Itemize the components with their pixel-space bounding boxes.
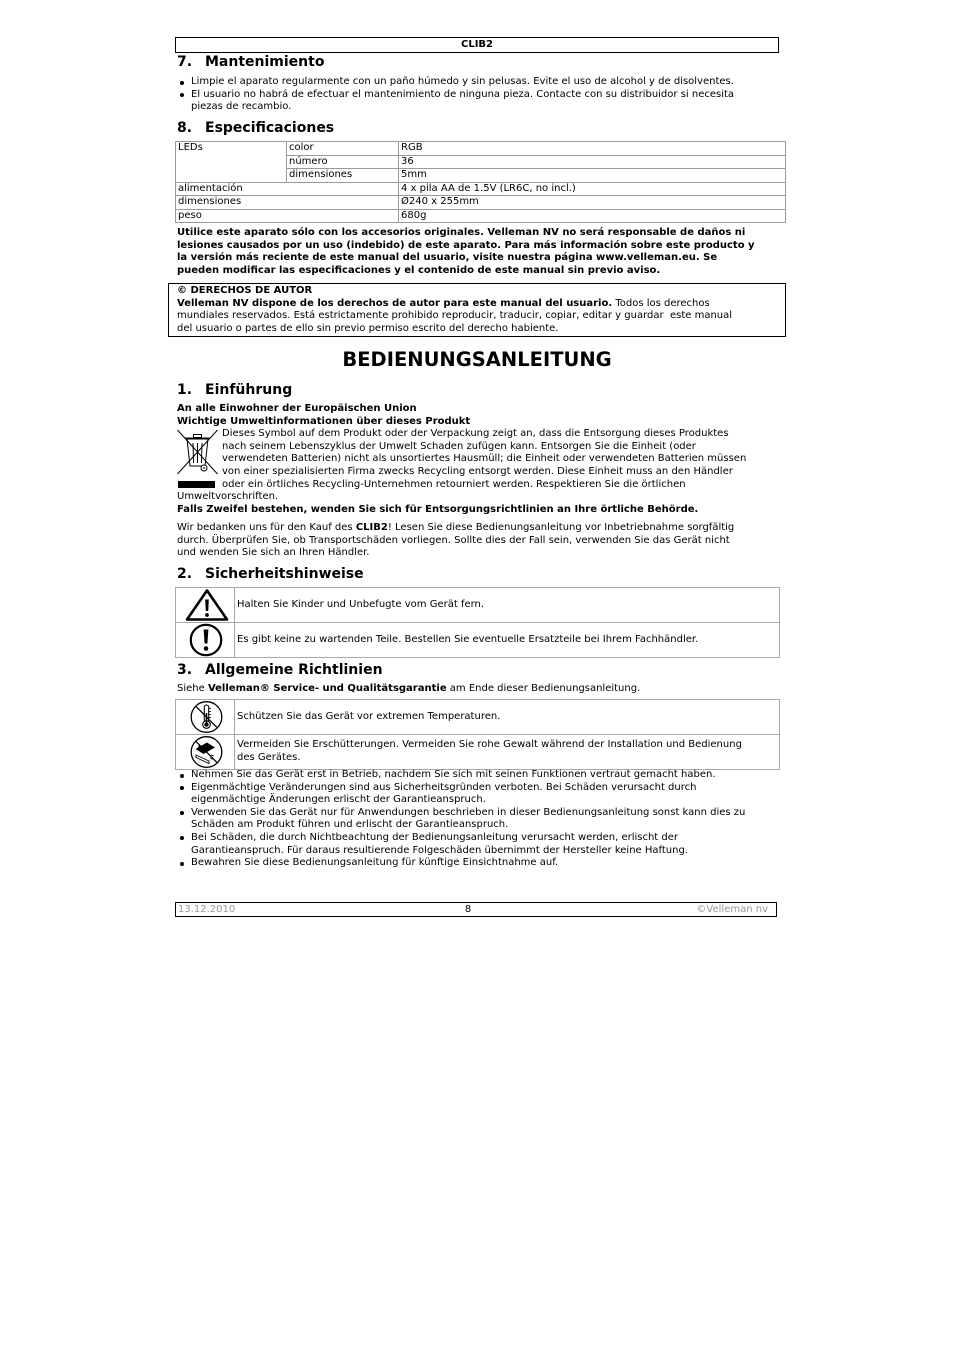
warranty-suffix: am Ende dieser Bedienungsanleitung. xyxy=(446,683,641,694)
list-item xyxy=(177,89,777,114)
spec-value: 680g xyxy=(399,209,786,223)
icon-cell xyxy=(176,588,235,623)
weee-line: von einer spezialisierten Firma zwecks Recycling entsorgt werden. Diese Einheit muss an den Händler xyxy=(222,465,733,477)
section-number: 8. xyxy=(177,119,193,136)
spec-label: dimensiones xyxy=(176,196,399,210)
weee-line: oder ein örtliches Recycling-Unternehmen retourniert werden. Respektieren Sie die örtlichen xyxy=(222,478,686,490)
specifications-table xyxy=(175,141,786,223)
section-number: 7. xyxy=(177,54,193,70)
section-number: 1. xyxy=(177,381,193,398)
list-item xyxy=(177,807,777,832)
no-extreme-temperature-icon xyxy=(176,700,235,734)
safety-text-line: Es gibt keine zu wartenden Teile. Bestellen Sie eventuelle Ersatzteile bei Ihrem Fachhändler. xyxy=(237,633,699,645)
avoid-shocks-icon xyxy=(176,735,235,769)
spec-sublabel: dimensiones xyxy=(287,169,399,183)
list-item-line: Bewahren Sie diese Bedienungsanleitung für künftige Einsichtnahme auf. xyxy=(191,857,559,869)
guideline-text-line: Schützen Sie das Gerät vor extremen Temperaturen. xyxy=(237,710,501,722)
guideline-text-line: des Gerätes. xyxy=(237,752,301,763)
spec-label: peso xyxy=(176,209,399,223)
disclaimer-paragraph xyxy=(177,227,755,277)
copyright-line xyxy=(177,298,785,311)
doubt-notice: Falls Zweifel bestehen, wenden Sie sich für Entsorgungsrichtlinien an Ihre örtliche Behörde. xyxy=(177,503,699,515)
table-row xyxy=(176,182,786,196)
table-row xyxy=(176,735,780,770)
warning-triangle-icon xyxy=(176,588,235,622)
spec-value: RGB xyxy=(399,142,786,156)
environment-heading: Wichtige Umweltinformationen über dieses Produkt xyxy=(177,415,471,427)
copyright-line: mundiales reservados. Está estrictamente prohibido reproducir, traducir, copiar, editar y guardar este manual xyxy=(177,310,733,322)
spec-value: Ø240 x 255mm xyxy=(399,196,786,210)
spec-sublabel: número xyxy=(287,155,399,169)
list-item-line: Limpie el aparato regularmente con un paño húmedo y sin pelusas. Evite el uso de alcohol y de disolventes. xyxy=(191,76,734,87)
copyright-box xyxy=(168,283,786,337)
guideline-text xyxy=(235,735,780,770)
page-footer xyxy=(175,902,777,917)
page-header-model: CLIB2 xyxy=(175,37,779,53)
section-heading-safety xyxy=(177,566,677,583)
section-heading-guidelines xyxy=(177,662,677,679)
weee-line: Dieses Symbol auf dem Produkt oder der Verpackung zeigt an, dass die Entsorgung dieses Produktes xyxy=(222,428,729,440)
manual-title: BEDIENUNGSANLEITUNG xyxy=(342,348,612,371)
footer-date: 13.12.2010 xyxy=(178,904,236,915)
exclamation-circle-icon xyxy=(176,623,235,657)
table-row xyxy=(176,700,780,735)
safety-text-line: Halten Sie Kinder und Unbefugte vom Gerät fern. xyxy=(237,598,485,610)
copyright-lead-rest: Todos los derechos xyxy=(612,297,710,309)
table-row xyxy=(176,588,780,623)
copyright-title: © DERECHOS DE AUTOR xyxy=(177,285,313,296)
spec-label: LEDs xyxy=(176,142,287,183)
guideline-text-line: Vermeiden Sie Erschütterungen. Vermeiden Sie rohe Gewalt während der Installation und Bedienung xyxy=(237,739,742,751)
disclaimer-line: Utilice este aparato sólo con los accesorios originales. Velleman NV no será responsable de daños ni xyxy=(177,227,746,238)
safety-text xyxy=(235,623,780,658)
section-title: Mantenimiento xyxy=(205,54,325,70)
guideline-text xyxy=(235,700,780,735)
thanks-line xyxy=(177,522,777,535)
crossed-out-wheelie-bin-icon xyxy=(176,428,220,490)
list-item xyxy=(177,832,777,857)
footer-copyright: ©Velleman nv xyxy=(696,904,768,915)
copyright-lead: Velleman NV dispone de los derechos de autor para este manual del usuario. xyxy=(177,297,613,309)
disclaimer-line: la versión más reciente de este manual del usuario, visite nuestra página www.velleman.eu. Se xyxy=(177,252,718,264)
guidelines-list xyxy=(177,769,777,870)
list-item-line: Eigenmächtige Veränderungen sind aus Sicherheitsgründen verboten. Bei Schäden verursacht durch xyxy=(191,781,697,793)
list-item-line: El usuario no habrá de efectuar el mantenimiento de ninguna pieza. Contacte con su distribuidor si necesita xyxy=(191,88,735,100)
thanks-line: durch. Überprüfen Sie, ob Transportschäden vorliegen. Sollte dies der Fall sein, verwenden Sie das Gerät nicht xyxy=(177,534,730,546)
icon-cell xyxy=(176,623,235,658)
list-item-line: eigenmächtige Änderungen erlischt der Garantieanspruch. xyxy=(191,794,486,806)
guidelines-table xyxy=(175,699,780,770)
thanks-prefix: Wir bedanken uns für den Kauf des xyxy=(177,522,356,533)
section-heading-specifications xyxy=(177,120,677,137)
section-title: Einführung xyxy=(205,381,293,398)
section-heading-maintenance xyxy=(177,54,677,71)
list-item-line: Bei Schäden, die durch Nichtbeachtung der Bedienungsanleitung verursacht werden, erlischt der xyxy=(191,831,679,843)
copyright-line: del usuario o partes de ello sin previo permiso escrito del derecho habiente. xyxy=(177,322,559,334)
spec-label: alimentación xyxy=(176,182,399,196)
thanks-paragraph xyxy=(177,522,777,560)
list-item-line: Garantieanspruch. Für daraus resultierende Folgeschäden übernimmt der Hersteller keine Haftung. xyxy=(191,844,688,856)
thanks-suffix: ! Lesen Sie diese Bedienungsanleitung vor Inbetriebnahme sorgfältig xyxy=(387,522,735,533)
spec-value: 5mm xyxy=(399,169,786,183)
section-title: Especificaciones xyxy=(205,119,335,136)
warranty-prefix: Siehe xyxy=(177,683,208,694)
weee-line: Umweltvorschriften. xyxy=(177,491,279,503)
footer-page-number: 8 xyxy=(464,904,472,915)
disclaimer-line: lesiones causados por un uso (indebido) de este aparato. Para más información sobre este producto y xyxy=(177,239,755,251)
warranty-reference xyxy=(177,683,640,696)
eu-heading: An alle Einwohner der Europäischen Union xyxy=(177,403,417,414)
product-name: CLIB2 xyxy=(355,522,388,533)
weee-line: verwendeten Batterien) nicht als unsortiertes Hausmüll; die Einheit oder verwendeten Batterien müssen xyxy=(222,453,747,465)
safety-text xyxy=(235,588,780,623)
table-row xyxy=(176,209,786,223)
section-number: 3. xyxy=(177,661,193,678)
list-item xyxy=(177,857,777,870)
safety-table xyxy=(175,587,780,658)
maintenance-list xyxy=(177,76,777,114)
thanks-line: und wenden Sie sich an Ihren Händler. xyxy=(177,547,370,559)
disclaimer-line: pueden modificar las especificaciones y el contenido de este manual sin previo aviso. xyxy=(177,264,661,276)
icon-cell xyxy=(176,700,235,735)
warranty-name: Velleman® Service- und Qualitätsgarantie xyxy=(207,683,447,694)
list-item xyxy=(177,782,777,807)
list-item xyxy=(177,769,777,782)
section-heading-introduction xyxy=(177,382,677,399)
list-item-line: Verwenden Sie das Gerät nur für Anwendungen beschrieben in dieser Bedienungsanleitung sonst kann dies zu xyxy=(191,806,746,818)
weee-line: nach seinem Lebenszyklus der Umwelt Schaden zufügen kann. Entsorgen Sie die Einheit (oder xyxy=(222,440,696,452)
section-title: Allgemeine Richtlinien xyxy=(205,661,383,678)
list-item-line: Nehmen Sie das Gerät erst in Betrieb, nachdem Sie sich mit seinen Funktionen vertraut gemacht haben. xyxy=(191,769,716,780)
icon-cell xyxy=(176,735,235,770)
environment-info xyxy=(177,403,777,516)
table-row xyxy=(176,623,780,658)
spec-value: 36 xyxy=(399,155,786,169)
list-item xyxy=(177,76,777,89)
spec-value: 4 x pila AA de 1.5V (LR6C, no incl.) xyxy=(399,182,786,196)
table-row xyxy=(176,142,786,156)
section-number: 2. xyxy=(177,565,193,582)
list-item-line: Schäden am Produkt führen und erlischt der Garantieanspruch. xyxy=(191,819,509,831)
spec-sublabel: color xyxy=(287,142,399,156)
table-row xyxy=(176,196,786,210)
section-title: Sicherheitshinweise xyxy=(205,565,364,582)
list-item-line: piezas de recambio. xyxy=(191,101,292,113)
